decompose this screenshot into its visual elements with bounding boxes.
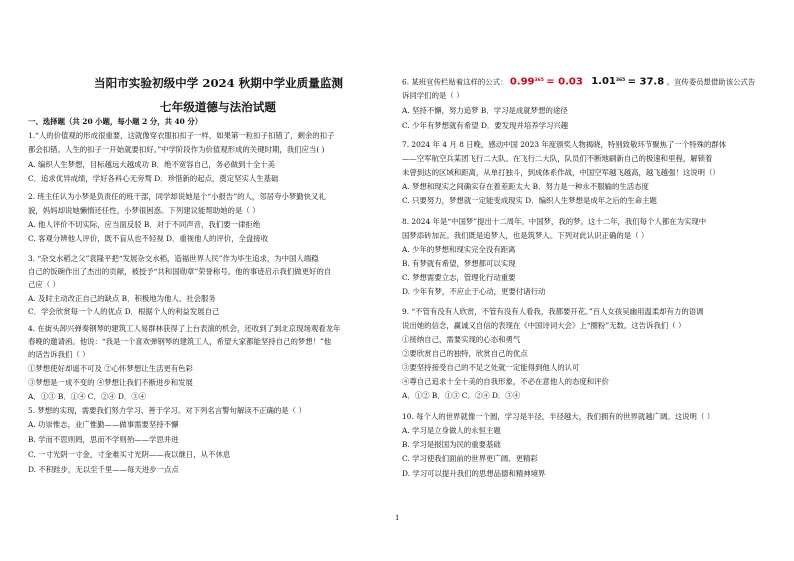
question-line: 9. “不管有没有人欣赏，不管有没有人看我，我都要开花。”百人女孩吴幽用温柔却有力的语调 bbox=[402, 307, 704, 316]
question-line: ③要坚持接受自己的不足之处就一定能得到他人的认可 bbox=[402, 363, 580, 372]
question-line: C. 只要努力，梦想就一定能变成现实 D．编织人生梦想是成年之后的生命主题 bbox=[402, 196, 657, 205]
question-line: C．追求优异成绩，学好各科心无旁骛 D．珍惜新的起点，奠定坚实人生基础 bbox=[28, 174, 279, 183]
formula-2-exponent: 365 bbox=[615, 78, 626, 83]
question-line: C. 一寸光阴一寸金，寸金难买寸光阴——夜以继日，从不休息 bbox=[28, 450, 231, 459]
question-line: C. 学习使我们面前的世界更广阔、更精彩 bbox=[402, 454, 538, 463]
question-line: D. 学习可以提升我们的思想品德和精神境界 bbox=[402, 469, 546, 478]
question-line: ①梦想使好却遥不可及 ②心怀梦想让生活更有色彩 bbox=[28, 364, 193, 373]
question-line: ②要欣赏自己的独特，欣赏自己的优点 bbox=[402, 349, 528, 358]
question-line: A. 他人评价不切实际，应当面反驳 B．对于不同声音，我们要一律拒绝 bbox=[28, 220, 261, 229]
question-line: A. 及时主动改正自己的缺点 B．积极地为他人、社会服务 bbox=[28, 294, 216, 303]
formula-1-exponent: 365 bbox=[534, 78, 544, 83]
question-line: D. 不积跬步，无以至千里——每天进步一点点 bbox=[28, 465, 179, 474]
question-line: C. 客观分辨他人评价，既不盲从也不轻视 D．重视他人的评价，全盘接收 bbox=[28, 234, 269, 243]
question-line: ①接纳自己，需要实现的心态和勇气 bbox=[402, 335, 521, 344]
question-line: 都会扣错。人生的扣子一开始就要扣好。”中学阶段作为价值观形成的关键时期，我们应当( ) bbox=[28, 145, 325, 154]
question-line: B. 学习是报国为民的重要基础 bbox=[402, 440, 501, 449]
question-line: B. 学而不思则罔，思而不学则殆——学思并进 bbox=[28, 435, 179, 444]
question-line: 10. 每个人的世界就像一个圆，学习是半径，半径越大，我们拥有的世界就越广阔。这说明（ ） bbox=[402, 412, 715, 421]
formula-2-base: 1.01 bbox=[591, 76, 616, 88]
question-line: C. 少年有梦想就有希望 D．要发现并培养学习兴趣 bbox=[402, 121, 569, 130]
question-line: 7. 2024 年 4 月 8 日晚，感动中国 2023 年度颁奖人物揭晓，特别致敬环节聚焦了一个特殊的群体 bbox=[402, 140, 727, 149]
question-line: A. 学习是立身做人的永恒主题 bbox=[402, 426, 501, 435]
page-number: 1 bbox=[395, 514, 400, 522]
question-line: 貌，妈妈却说她懒惰还任性，小梦很困惑。下列建议能帮助她的是（ ） bbox=[28, 206, 260, 215]
question-line: 的话告诉我们（ ） bbox=[28, 350, 90, 359]
question-line: B. 有梦就有希望，梦想都可以实现 bbox=[402, 259, 516, 268]
question-line: A．①③ B．①④ C．②④ D．③④ bbox=[28, 392, 147, 401]
question-line: C. 梦想需要立志，管理化行动重要 bbox=[402, 273, 516, 282]
question-line: 5. 梦想的实现，需要我们努力学习、善于学习。对下列名言警句解读不正确的是（ ） bbox=[28, 406, 306, 415]
question-line: A. 坚持不懈，努力追梦 B．学习是成就梦想的途径 bbox=[402, 106, 568, 115]
question-line: 未曾到达的区域和距离，从单打独斗，到成体系作战，中国空军越飞越高，越飞越强！这说明（） bbox=[402, 168, 720, 177]
formula-2-result: = 37.8 bbox=[627, 76, 665, 88]
exam-subtitle: 七年级道德与法治试题 bbox=[160, 100, 276, 114]
question-line: 国梦添砖加瓦。我们既是追梦人，也是筑梦人。下列对此认识正确的是（ ） bbox=[402, 231, 649, 240]
question-line: A. 少年的梦想和现实完全没有距离 bbox=[402, 245, 516, 254]
question-line: 8. 2024 年是“中国梦”提出十二周年。中国梦，我的梦。这十二年，我们每个人都在为实现中 bbox=[402, 217, 707, 226]
q6-prefix: 6. 某班宣传栏贴着这样的公式： bbox=[402, 77, 508, 87]
question-line: C．学会欣赏每一个人的优点 D．根据个人的利益发展自己 bbox=[28, 307, 220, 316]
exam-title: 当阳市实验初级中学 2024 秋期中学业质量监测 bbox=[94, 76, 344, 90]
section-heading: 一、选择题（共 20 小题，每小题 2 分，共 40 分） bbox=[28, 117, 203, 126]
question-line: 4. 在街头卸兴弹奏钢琴的建筑工人易群林获得了上台表演的机会，还收到了到北京现场观看龙年 bbox=[28, 324, 341, 333]
question-line: ④尊自己追求十全十美的自我形象，不必在意他人的态度和评价 bbox=[402, 377, 609, 386]
question-line: A．①② B．①③ C．②④ D．③④ bbox=[402, 391, 521, 400]
question-line: ③梦想是一成不变的 ④梦想让我们不断进步和发展 bbox=[28, 378, 193, 387]
question-line: A. 梦想和现实之间确实存在着差距太大 B．努力是一种永不服输的生活态度 bbox=[402, 182, 649, 191]
question-6-line bbox=[402, 76, 755, 87]
formula-1-base: 0.99 bbox=[509, 76, 535, 88]
question-line: 说出她的信念，赢诚又自信的表现在《中国诗词大会》上“圈粉”无数。这告诉我们（ ） bbox=[402, 321, 686, 330]
question-line: 1.“人的价值观的形成很重要，这就像穿衣服扣扣子一样，如果第一粒扣子扣错了，剩余的扣子 bbox=[28, 131, 335, 140]
formula-1-result: = 0.03 bbox=[546, 76, 583, 88]
question-line: 己应（ ） bbox=[28, 280, 60, 289]
question-line: A. 编织人生梦想，目标越远大越成功 B．绝不宽容自己，务必做到十全十美 bbox=[28, 160, 275, 169]
question-line: 自己的饭碗作出了杰出的贡献，被授予“共和国勋章”荣誉称号。他的事迹启示我们做更好的自 bbox=[28, 267, 332, 276]
q6-suffix: 。宣传委员想借助该公式告 bbox=[666, 77, 756, 87]
question-line: A. 功崇惟志，业广惟勤——做事需要坚持不懈 bbox=[28, 420, 179, 429]
question-line: ——空军航空兵某团飞行二大队。在飞行二大队，队员们不断地刷新自己的极速和里程，解锁着 bbox=[402, 154, 713, 163]
question-line: 3. “杂交水稻之父”袁隆平把“发展杂交水稻，造福世界人民”作为毕生追求，为中国人端稳 bbox=[28, 254, 319, 263]
question-line: 春晚的邀请函。他说：“我是一个喜欢弹钢琴的建筑工人，希望大家都能坚持自己的梦想！”他 bbox=[28, 337, 332, 346]
question-line: 2. 班主任认为小梦是负责任的班干部，同学却说她是个“小报告”的人，邻居夸小梦勤快又礼 bbox=[28, 192, 326, 201]
question-6-continuation: 诉同学们的是（ ） bbox=[402, 91, 464, 100]
question-line: D. 少年有梦，不应止于心动，更要付诸行动 bbox=[402, 287, 546, 296]
